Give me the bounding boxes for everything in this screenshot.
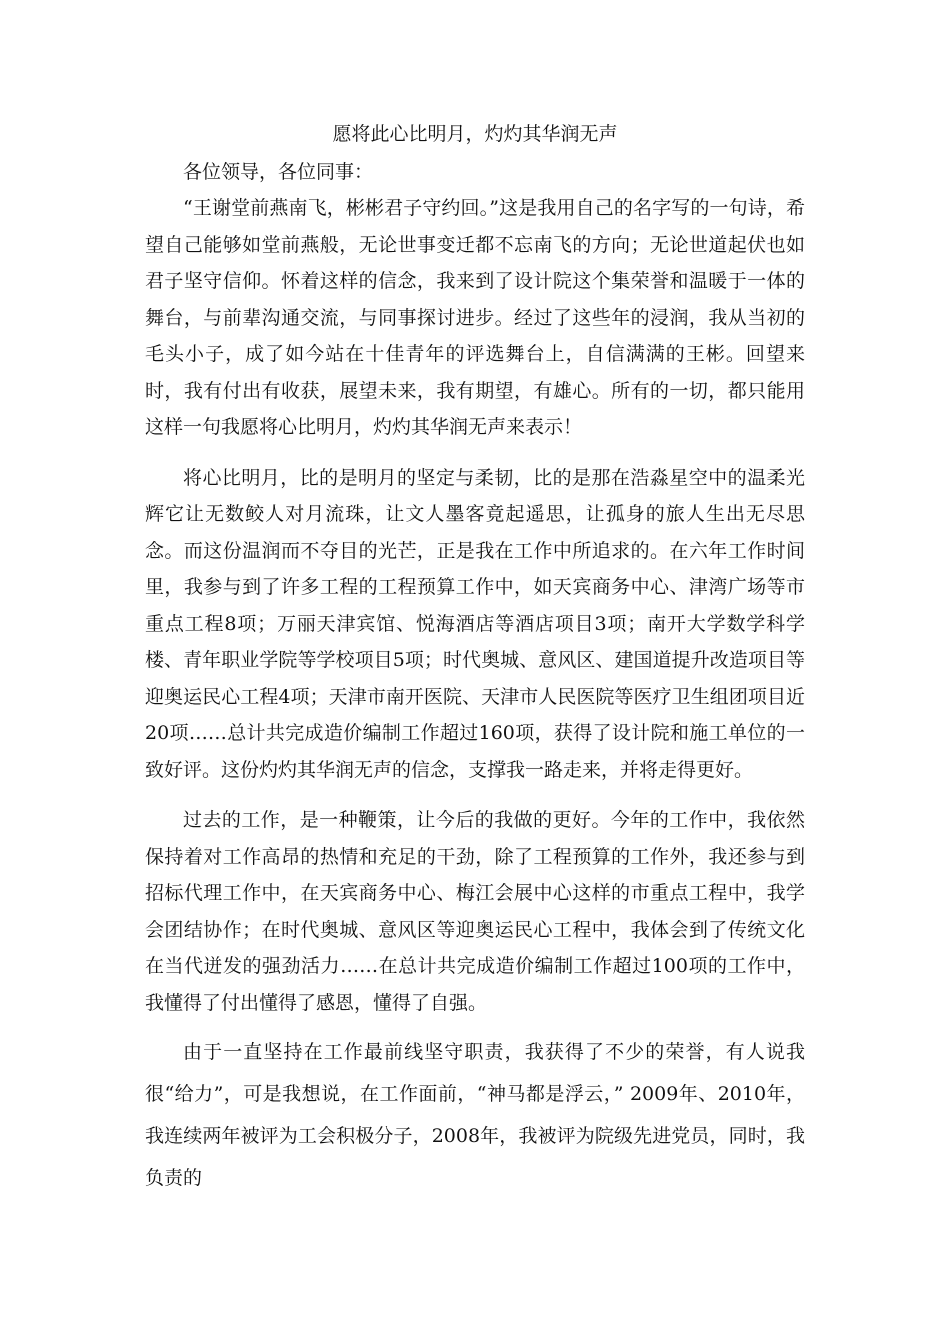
greeting-line: 各位领导，各位同事： — [183, 161, 374, 183]
paragraph-honors: 由于一直坚持在工作最前线坚守职责，我获得了不少的荣誉，有人说我很“给力”，可是我想说，在工作面前，“神马都是浮云，” 2009年、2010年，我连续两年被评为工会积极分子，2008年，我被评为院级先进党员，同时，我负责的 — [145, 1041, 805, 1189]
document-page — [145, 118, 805, 1199]
paragraph-past-work: 过去的工作，是一种鞭策，让今后的我做的更好。今年的工作中，我依然保持着对工作高昂的热情和充足的干劲，除了工程预算的工作外，我还参与到招标代理工作中，在天宾商务中心、梅江会展中心这样的市重点工程中，我学会团结协作；在时代奥城、意风区等迎奥运民心工程中，我体会到了传统文化在当代迸发的强劲活力……在总计共完成造价编制工作超过100项的工作中，我懂得了付出懂得了感恩，懂得了自强。 — [145, 809, 805, 1014]
paragraph-moon: 将心比明月，比的是明月的坚定与柔韧，比的是那在浩淼星空中的温柔光辉它让无数鲛人对月流珠，让文人墨客竟起遥思，让孤身的旅人生出无尽思念。而这份温润而不夺目的光芒，正是我在工作中所追求的。在六年工作时间里，我参与到了许多工程的工程预算工作中，如天宾商务中心、津湾广场等市重点工程8项；万丽天津宾馆、悦海酒店等酒店项目3项；南开大学数学科学楼、青年职业学院等学校项目5项；时代奥城、意风区、建国道提升改造项目等迎奥运民心工程4项；天津市南开医院、天津市人民医院等医疗卫生组团项目近20项……总计共完成造价编制工作超过160项，获得了设计院和施工单位的一致好评。这份灼灼其华润无声的信念，支撑我一路走来，并将走得更好。 — [145, 466, 805, 781]
paragraph-intro: “王谢堂前燕南飞，彬彬君子守约回。”这是我用自己的名字写的一句诗，希望自己能够如堂前燕般，无论世事变迁都不忘南飞的方向；无论世道起伏也如君子坚守信仰。怀着这样的信念，我来到了设计院这个集荣誉和温暖于一体的舞台，与前辈沟通交流，与同事探讨进步。经过了这些年的浸润，我从当初的毛头小子，成了如今站在十佳青年的评选舞台上，自信满满的王彬。回望来时，我有付出有收获，展望未来，我有期望，有雄心。所有的一切，都只能用这样一句我愿将心比明月，灼灼其华润无声来表示！ — [145, 197, 805, 438]
document-title: 愿将此心比明月，灼灼其华润无声 — [332, 123, 618, 145]
